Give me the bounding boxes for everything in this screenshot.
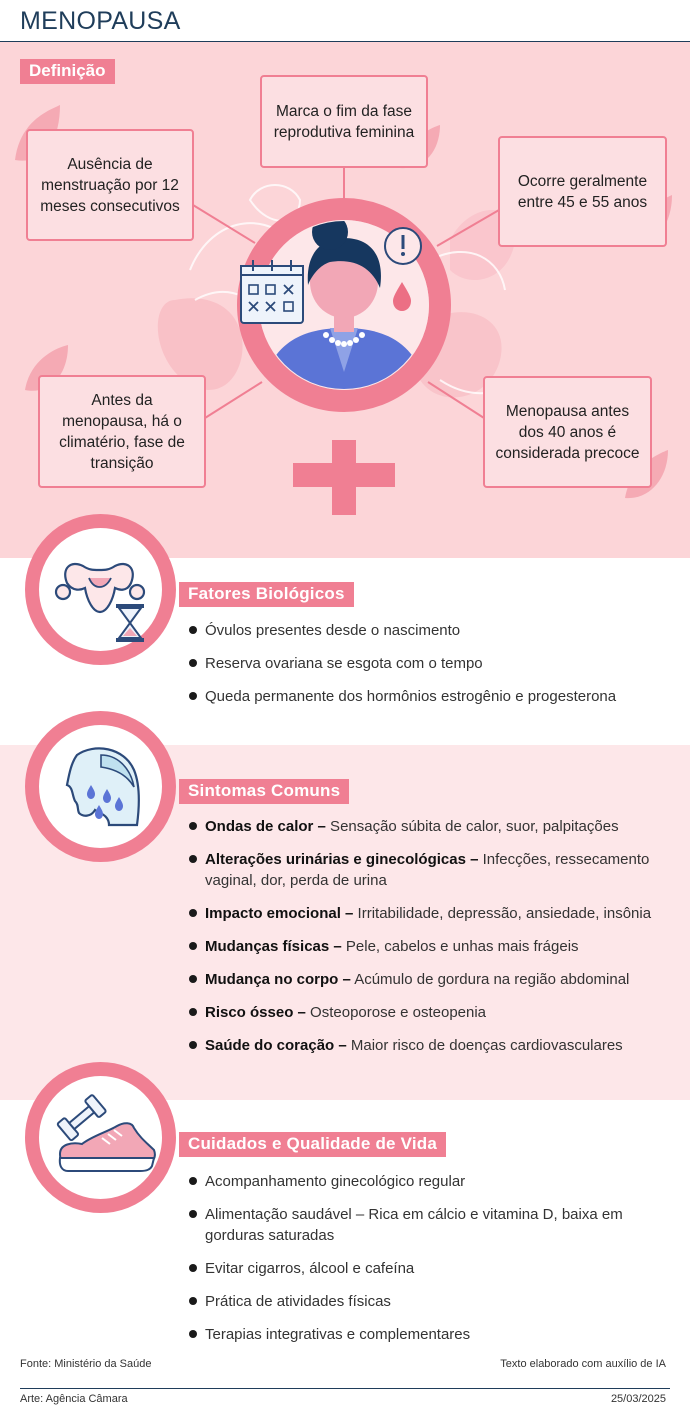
definition-box-menstruation: Ausência de menstruação por 12 meses consecutivos xyxy=(26,129,194,241)
footer-ia-note: Texto elaborado com auxílio de IA xyxy=(500,1358,666,1370)
definition-tag: Definição xyxy=(20,59,115,84)
footer-date: 25/03/2025 xyxy=(610,1393,666,1405)
fatores-tag: Fatores Biológicos xyxy=(179,582,354,607)
cuidados-section xyxy=(0,1100,690,1360)
sneaker-icon xyxy=(52,1114,162,1174)
definition-box-age: Ocorre geralmente entre 45 e 55 anos xyxy=(498,136,667,247)
cuidados-tag: Cuidados e Qualidade de Vida xyxy=(179,1132,446,1157)
calendar-icon xyxy=(241,260,303,323)
page-title: MENOPAUSA xyxy=(20,7,181,35)
header xyxy=(0,0,690,42)
list-item: Acompanhamento ginecológico regular xyxy=(189,1171,669,1192)
definition-box-climaterio: Antes da menopausa, há o climatério, fase de transição xyxy=(38,375,206,488)
list-item: Queda permanente dos hormônios estrogênio e progesterona xyxy=(189,686,669,707)
list-item: Evitar cigarros, álcool e cafeína xyxy=(189,1258,669,1279)
exclamation-icon xyxy=(385,228,421,264)
list-item: Reserva ovariana se esgota com o tempo xyxy=(189,653,669,674)
definition-box-reproductive-end: Marca o fim da fase reprodutiva feminina xyxy=(260,75,428,168)
list-item: Saúde do coração – Maior risco de doenças cardiovasculares xyxy=(189,1035,669,1056)
list-item: Impacto emocional – Irritabilidade, depressão, ansiedade, insônia xyxy=(189,903,669,924)
footer-divider xyxy=(20,1388,670,1389)
list-item: Prática de atividades físicas xyxy=(189,1291,669,1312)
list-item: Terapias integrativas e complementares xyxy=(189,1324,669,1345)
definition-box-precoce: Menopausa antes dos 40 anos é considerada precoce xyxy=(483,376,652,488)
sintomas-icon-circle xyxy=(25,711,176,862)
list-item: Risco ósseo – Osteoporose e osteopenia xyxy=(189,1002,669,1023)
list-item: Mudanças físicas – Pele, cabelos e unhas mais frágeis xyxy=(189,936,669,957)
sintomas-tag: Sintomas Comuns xyxy=(179,779,349,804)
fatores-list xyxy=(189,620,669,719)
list-item: Alterações urinárias e ginecológicas – Infecções, ressecamento vaginal, dor, perda de urina xyxy=(189,849,669,891)
fatores-icon-circle xyxy=(25,514,176,665)
footer-art-credit: Arte: Agência Câmara xyxy=(20,1393,128,1405)
sintomas-list xyxy=(189,816,669,1068)
definition-section xyxy=(0,42,690,558)
list-item: Óvulos presentes desde o nascimento xyxy=(189,620,669,641)
list-item: Mudança no corpo – Acúmulo de gordura na região abdominal xyxy=(189,969,669,990)
footer-source: Fonte: Ministério da Saúde xyxy=(20,1358,152,1370)
head-sweat-icon xyxy=(39,725,162,848)
sintomas-section xyxy=(0,745,690,1100)
list-item: Alimentação saudável – Rica em cálcio e vitamina D, baixa em gorduras saturadas xyxy=(189,1204,669,1246)
hourglass-icon xyxy=(110,600,150,646)
list-item: Ondas de calor – Sensação súbita de calor, suor, palpitações xyxy=(189,816,669,837)
cuidados-list xyxy=(189,1171,669,1357)
